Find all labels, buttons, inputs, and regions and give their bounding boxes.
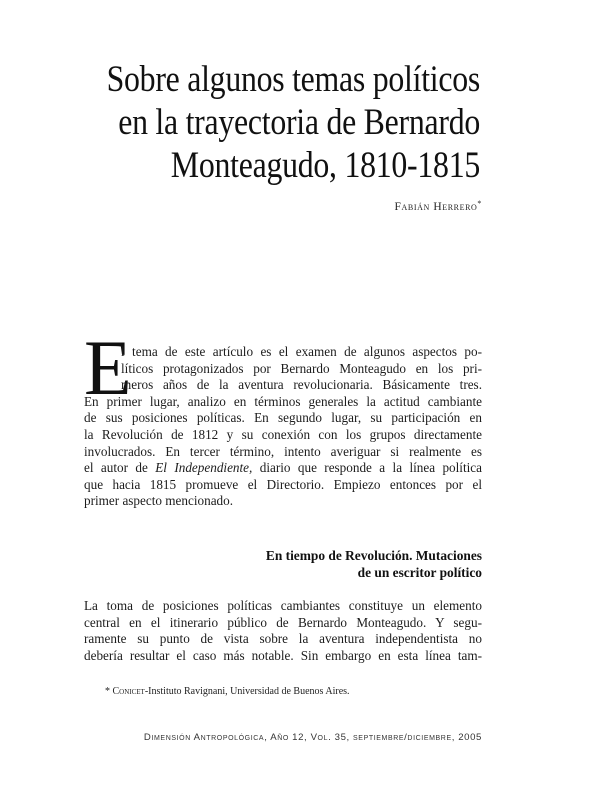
intro-line-text: diario que responde a la línea política xyxy=(252,460,483,476)
section-heading-line-2: de un escritor político xyxy=(357,565,482,580)
footnote-abbr: Conicet xyxy=(112,686,145,697)
intro-line: involucrados. En tercer término, intento averiguar si realmente es xyxy=(84,443,482,459)
section-heading-line-1: En tiempo de Revolución. Mutaciones xyxy=(265,548,482,563)
section-line: ramente su punto de vista sobre la aventura independentista no xyxy=(84,631,482,647)
title-line-2: en la trayectoria de Bernardo xyxy=(118,102,481,143)
article-title xyxy=(102,58,480,187)
intro-line: líticos protagonizados por Bernardo Monteagudo en los pri- xyxy=(121,360,482,376)
author-byline xyxy=(395,201,482,213)
title-line-3: Monteagudo, 1810-1815 xyxy=(170,145,480,186)
footnote-text: -Instituto Ravignani, Universidad de Buenos Aires. xyxy=(144,686,350,697)
author-name: Fabián Herrero xyxy=(394,201,478,213)
intro-line: de sus posiciones políticas. En segundo lugar, su participación en xyxy=(84,410,482,426)
intro-line: que hacia 1815 promueve el Directorio. Empiezo entonces por el xyxy=(84,476,482,492)
intro-line: meros años de la aventura revolucionaria. Básicamente tres. xyxy=(121,377,482,393)
newspaper-title: El Independiente, xyxy=(155,460,253,476)
journal-footer: Dimensión Antropológica, Año 12, Vol. 35, septiembre/diciembre, 2005 xyxy=(143,732,482,743)
intro-line xyxy=(84,460,482,477)
section-line: debería resultar el caso más notable. Sin embargo en esta línea tam- xyxy=(84,647,482,663)
intro-line: l tema de este artículo es el examen de algunos aspectos po- xyxy=(121,344,482,359)
intro-line-text: el autor de xyxy=(84,460,156,476)
section-line: central en el itinerario público de Bernardo Monteagudo. Y segu- xyxy=(84,614,482,630)
title-line-1: Sobre algunos temas políticos xyxy=(106,59,480,100)
intro-line: la Revolución de 1812 y su conexión con los grupos directamente xyxy=(84,426,482,442)
intro-line: primer aspecto mencionado. xyxy=(84,493,234,509)
footnote xyxy=(105,686,350,697)
drop-cap: E xyxy=(84,324,132,411)
intro-line: En primer lugar, analizo en términos generales la actitud cambiante xyxy=(84,393,482,409)
section-paragraph xyxy=(84,598,482,664)
section-heading xyxy=(122,547,482,581)
author-footnote-mark: * xyxy=(477,199,482,208)
footnote-mark: * xyxy=(105,686,110,697)
section-line: La toma de posiciones políticas cambiantes constituye un elemento xyxy=(84,598,482,613)
intro-paragraph xyxy=(84,344,482,510)
